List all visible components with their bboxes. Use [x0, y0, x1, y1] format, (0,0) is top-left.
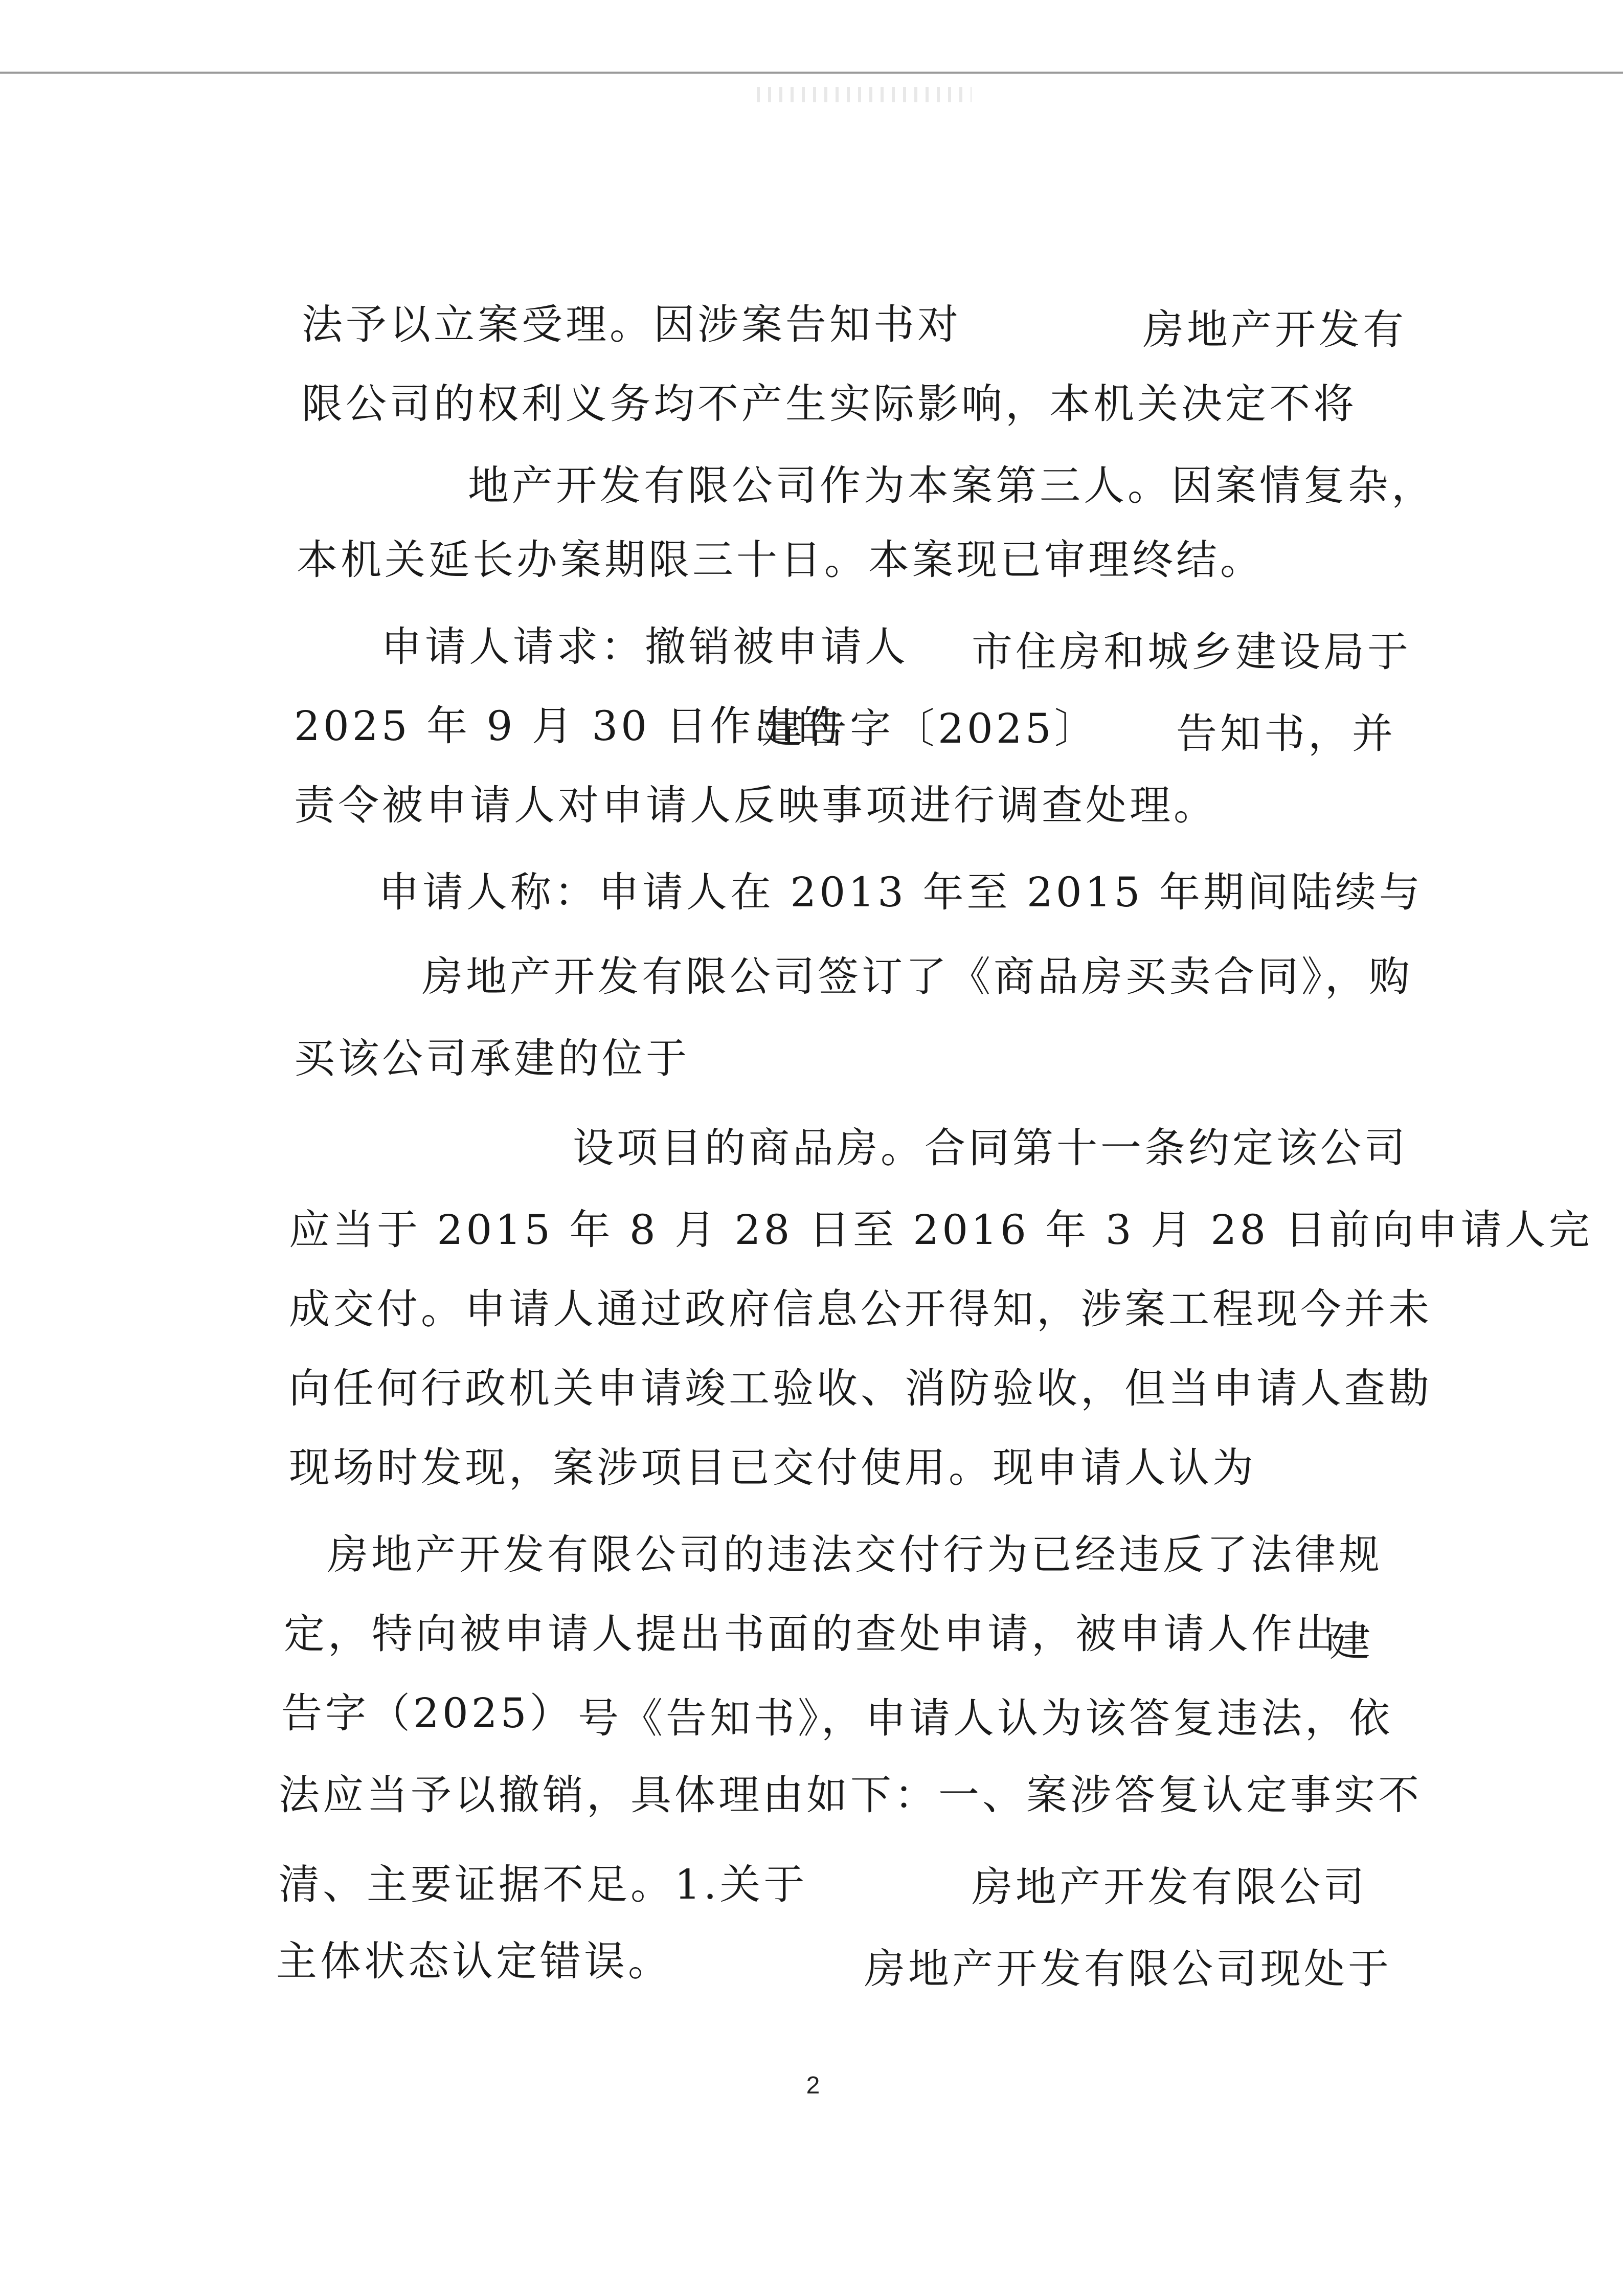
- line-6-text-b: 建告字〔2025〕: [762, 705, 1098, 752]
- body-line-8: [378, 867, 1423, 918]
- body-line-6: [294, 701, 842, 752]
- line-14-text-a: 向任何行政机关申请竣工验收、消防验收，但当申请人查勘: [289, 1365, 1432, 1412]
- line-20-text-b: 房地产开发有限公司: [972, 1863, 1367, 1911]
- line-1-text-b: 房地产开发有: [1143, 306, 1407, 353]
- body-line-13: [289, 1284, 1432, 1335]
- body-line-6-tail: [1176, 708, 1396, 760]
- line-12-text-a: 应当于 2015 年 8 月 28 日至 2016 年 3 月 28 日前向申请人完: [289, 1206, 1593, 1254]
- line-9-text-a: 房地产开发有限公司签订了《商品房买卖合同》，购: [422, 953, 1413, 1000]
- line-18-text-a: 告字（2025）: [281, 1689, 574, 1737]
- body-line-3: [468, 460, 1435, 511]
- line-21-text-a: 主体状态认定错误。: [276, 1937, 672, 1985]
- body-line-16: [327, 1529, 1383, 1580]
- body-line-14: [289, 1363, 1432, 1414]
- scan-artifact: [757, 87, 972, 102]
- body-line-1-tail: [1143, 304, 1407, 355]
- body-line-9: [422, 951, 1413, 1002]
- line-6-text-c: 告知书，并: [1176, 710, 1396, 757]
- line-4-text-a: 本机关延长办案期限三十日。本案现已审理终结。: [297, 536, 1264, 584]
- line-5-text-a: 申请人请求：撤销被申请人: [381, 623, 909, 671]
- line-7-text-a: 责令被申请人对申请人反映事项进行调查处理。: [294, 782, 1218, 829]
- line-11-text-a: 设项目的商品房。合同第十一条约定该公司: [573, 1124, 1408, 1172]
- body-line-18: [281, 1688, 574, 1739]
- line-19-text-a: 法应当予以撤销，具体理由如下：一、案涉答复认定事实不: [279, 1771, 1422, 1819]
- line-17-text-a: 定，特向被申请人提出书面的查处申请，被申请人作出: [284, 1610, 1339, 1658]
- line-20-text-a: 清、主要证据不足。1.关于: [279, 1861, 808, 1908]
- body-line-5: [381, 621, 909, 673]
- line-8-text-a: 申请人称：申请人在 2013 年至 2015 年期间陆续与: [378, 868, 1423, 916]
- body-line-4: [297, 534, 1264, 586]
- body-line-21-tail: [864, 1944, 1392, 1995]
- line-5-text-b: 市住房和城乡建设局于: [972, 628, 1411, 676]
- line-6-text-a: 2025 年 9 月 30 日作出的: [294, 702, 842, 750]
- body-line-2: [302, 378, 1357, 430]
- line-15-text-a: 现场时发现，案涉项目已交付使用。现申请人认为: [289, 1444, 1256, 1491]
- line-10-text-a: 买该公司承建的位于: [294, 1035, 690, 1082]
- line-16-text-a: 房地产开发有限公司的违法交付行为已经违反了法律规: [327, 1531, 1383, 1578]
- line-18-text-b: 号《告知书》，申请人认为该答复违法，依: [578, 1695, 1393, 1742]
- body-line-11: [573, 1123, 1408, 1174]
- scan-edge-line: [0, 72, 1623, 74]
- body-line-19: [279, 1770, 1422, 1821]
- line-2-text-a: 限公司的权利义务均不产生实际影响，本机关决定不将: [302, 380, 1357, 428]
- line-13-text-a: 成交付。申请人通过政府信息公开得知，涉案工程现今并未: [289, 1285, 1432, 1333]
- line-3-text-a: 地产开发有限公司作为本案第三人。因案情复杂，: [468, 462, 1435, 509]
- line-17-text-b: 建: [1329, 1618, 1373, 1665]
- body-line-5-tail: [972, 627, 1411, 678]
- body-line-20-tail: [972, 1862, 1367, 1913]
- page-number: 2: [806, 2072, 820, 2099]
- body-line-17: [284, 1609, 1339, 1660]
- body-line-17-tail: [1329, 1616, 1373, 1667]
- body-line-21: [276, 1936, 672, 1987]
- body-line-10: [294, 1033, 690, 1084]
- line-1-text-a: 法予以立案受理。因涉案告知书对: [302, 301, 961, 348]
- body-line-18-tail: [578, 1693, 1393, 1744]
- body-line-6-mid: [762, 703, 1098, 754]
- body-line-15: [289, 1442, 1256, 1493]
- body-line-20: [279, 1859, 807, 1910]
- body-line-1: [302, 299, 961, 350]
- body-line-7: [294, 780, 1218, 831]
- line-21-text-b: 房地产开发有限公司现处于: [864, 1945, 1392, 1993]
- body-line-12: [289, 1205, 1593, 1256]
